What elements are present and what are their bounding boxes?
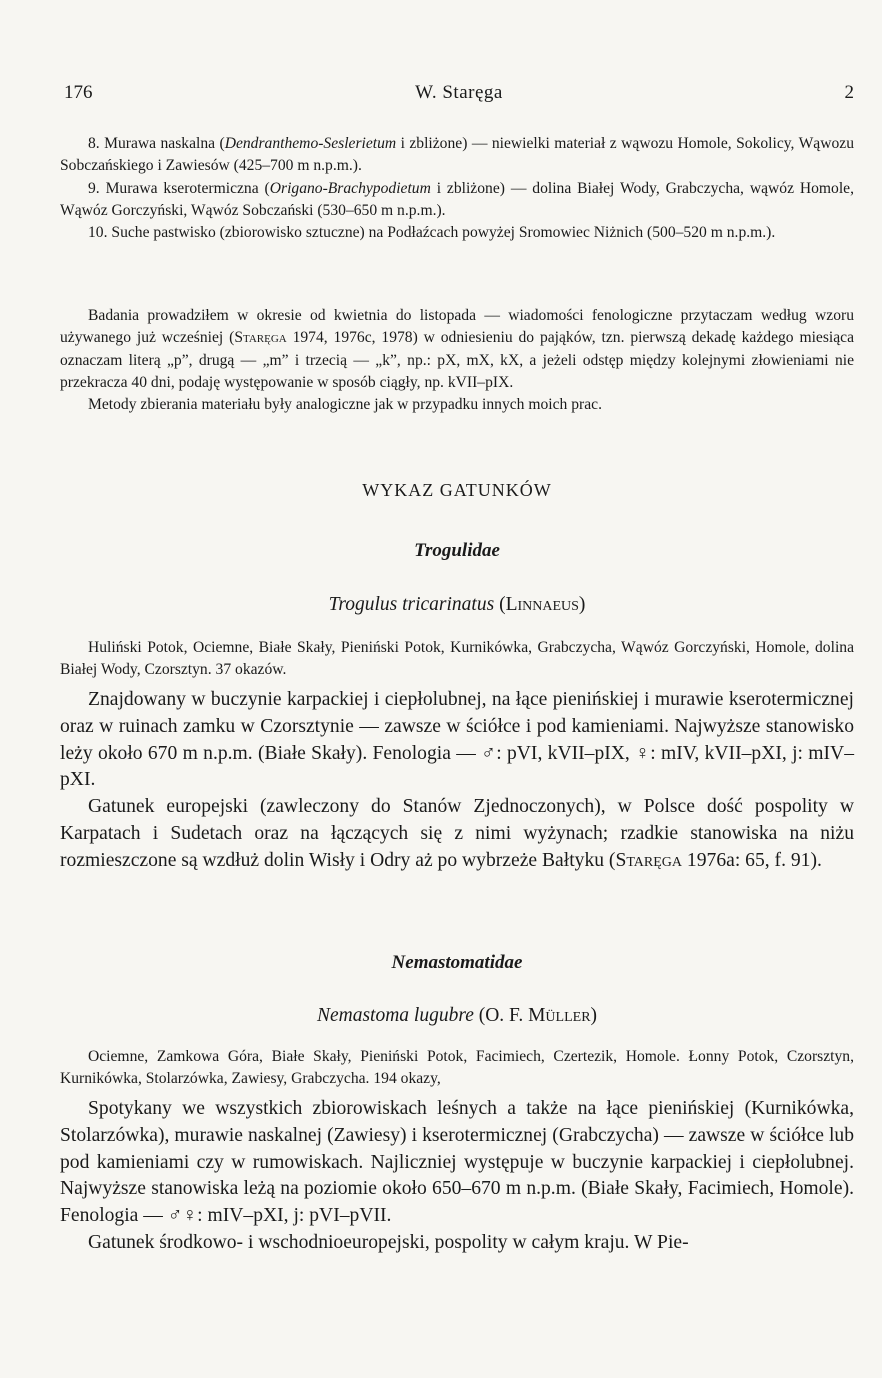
family-heading-trogulidae: Trogulidae <box>414 540 500 561</box>
running-header <box>64 82 854 106</box>
species-heading-nemastoma: Nemastoma lugubre (O. F. Müller) <box>316 1005 598 1026</box>
citation-author: Staręga <box>234 329 287 347</box>
association-name: Dendranthemo-Seslerietum <box>224 135 397 152</box>
habitat-item-9: 9. Murawa kserotermiczna (Origano-Brachypodietum i zbliżone) — dolina Białej Wody, Grabczycha, wąwóz Homole, Wąwóz Gorczyński, Wąwóz Sobczański (530–650 m n.p.m.). <box>60 179 854 219</box>
account-nemastoma <box>60 1096 854 1257</box>
methods-paragraph: Badania prowadziłem w okresie od kwietnia do listopada — wiadomości fenologiczne przytaczam według wzoru używanego już wcześniej (Staręga 1974, 1976c, 1978) w odniesieniu do pająków, tzn. pierwszą dekadę każdego miesiąca oznaczam literą „p”, drugą — „m” i trzecią — „k”, np.: pX, mX, kX, a jeżeli odstęp między kolejnymi złowieniami nie przekracza 40 dni, podaję występowanie w sposób ciągły, np. kVII–pIX. <box>60 307 854 391</box>
part-number: 2 <box>844 82 854 103</box>
localities-nemastoma: Ociemne, Zamkowa Góra, Białe Skały, Pieniński Potok, Facimiech, Czertezik, Homole. Łonny Potok, Czorsztyn, Kurnikówka, Stolarzówka, Zawiesy, Grabczycha. 194 okazy, <box>60 1048 854 1088</box>
family-heading-nemastomatidae: Nemastomatidae <box>391 952 523 973</box>
citation-author: Staręga <box>615 849 683 871</box>
association-name: Origano-Brachypodietum <box>269 179 431 197</box>
running-author: W. Staręga <box>415 82 503 103</box>
account-trogulus <box>60 687 854 875</box>
distribution-paragraph: Gatunek środkowo- i wschodnioeuropejski, pospolity w całym kraju. W Pie- <box>88 1231 689 1253</box>
page-number: 176 <box>64 82 93 103</box>
ecology-paragraph: Znajdowany w buczynie karpackiej i ciepłolubnej, na łące pienińskiej i murawie kserotermicznej oraz w ruinach zamku w Czorsztynie — zawsze w ściółce i pod kamieniami. Najwyższe stanowisko leży około 670 m n.p.m. (Białe Skały). Fenologia — ♂: pVI, kVII–pIX, ♀: mIV, kVII–pXI, j: mIV–pXI. <box>60 689 854 791</box>
species-heading-trogulus: Trogulus tricarinatus (Linnaeus) <box>328 594 586 615</box>
habitat-item-10: 10. Suche pastwisko (zbiorowisko sztuczne) na Podłaźcach powyżej Sromowiec Niżnich (500–520 m n.p.m.). <box>88 224 776 242</box>
habitat-item-8: 8. Murawa naskalna (Dendranthemo-Seslerietum i zbliżone) — niewielki materiał z wąwozu Homole, Sokolicy, Wąwozu Sobczańskiego i Zawiesów (425–700 m n.p.m.). <box>60 135 854 175</box>
methods-section <box>60 305 854 416</box>
methods-paragraph-2: Metody zbierania materiału były analogiczne jak w przypadku innych moich prac. <box>88 396 602 414</box>
distribution-paragraph: Gatunek europejski (zawleczony do Stanów Zjednoczonych), w Polsce dość pospolity w Karpatach i Sudetach oraz na łączących się z nimi wyżynach; rzadkie stanowiska na niżu rozmieszczone są wzdłuż dolin Wisły i Odry aż po wybrzeże Bałtyku (Staręga 1976a: 65, f. 91). <box>60 796 854 871</box>
localities-trogulus: Huliński Potok, Ociemne, Białe Skały, Pieniński Potok, Kurnikówka, Grabczycha, Wąwóz Gorczyński, Homole, dolina Białej Wody, Czorsztyn. 37 okazów. <box>60 639 854 679</box>
section-title: WYKAZ GATUNKÓW <box>362 480 552 500</box>
ecology-paragraph: Spotykany we wszystkich zbiorowiskach leśnych a także na łące pienińskiej (Kurnikówka, Stolarzówka), murawie naskalnej (Zawiesy) i kserotermicznej (Grabczycha) — zawsze w ściółce lub pod kamieniami czy w rumowiskach. Najliczniej występuje w buczynie karpackiej i ciepłolubnej. Najwyższe stanowiska leżą na poziomie około 650–670 m n.p.m. (Białe Skały, Facimiech, Homole). Fenologia — ♂♀: mIV–pXI, j: pVI–pVII. <box>60 1098 854 1227</box>
habitat-list <box>60 133 854 244</box>
